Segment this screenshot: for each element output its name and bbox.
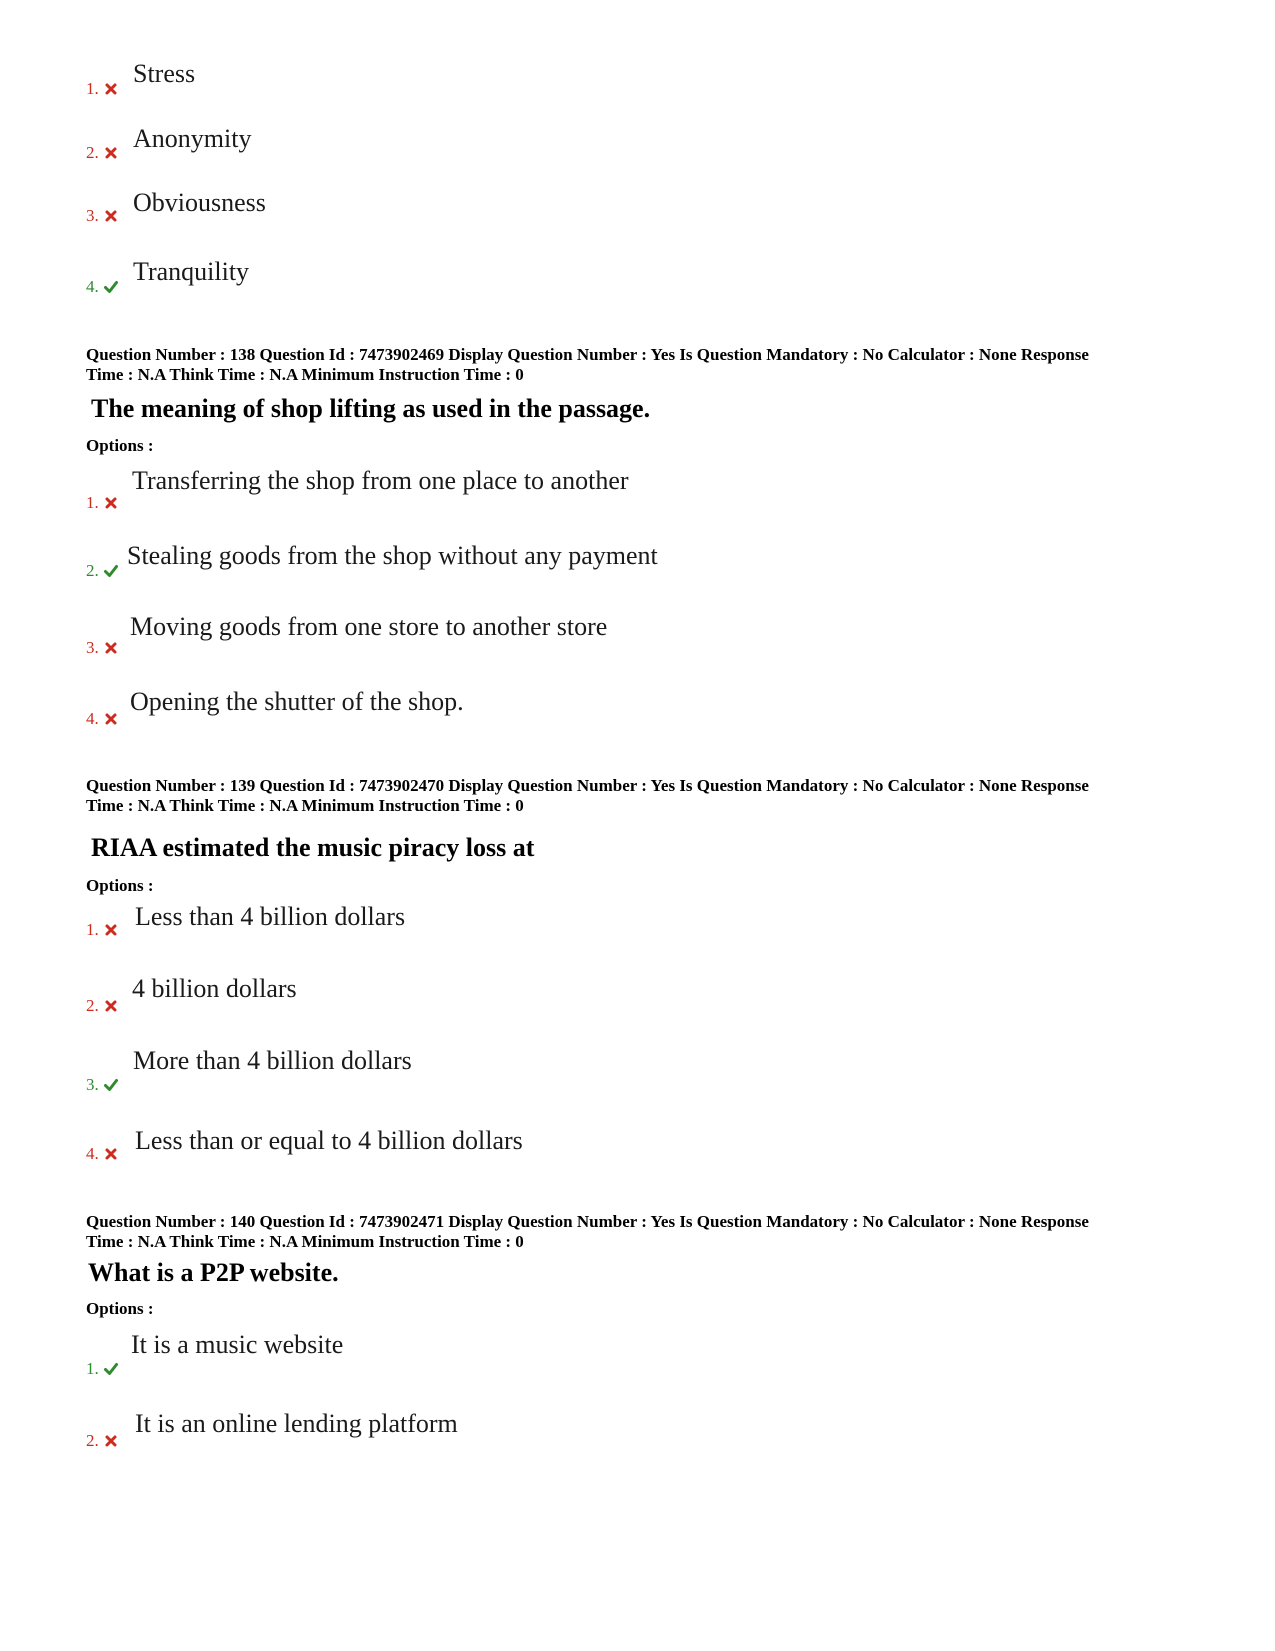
option-number: 2.	[86, 997, 118, 1014]
option-number: 3.	[86, 1076, 118, 1093]
cross-icon	[104, 923, 118, 937]
options-label: Options :	[86, 876, 154, 895]
cross-icon	[104, 641, 118, 655]
option-text: Tranquility	[133, 257, 250, 286]
options-label: Options :	[86, 1299, 154, 1318]
option-number: 4.	[86, 710, 118, 727]
check-icon	[104, 280, 118, 294]
cross-icon	[104, 712, 118, 726]
check-icon	[104, 1078, 118, 1092]
option-number: 1.	[86, 921, 118, 938]
option-number: 2.	[86, 562, 118, 579]
check-icon	[104, 564, 118, 578]
cross-icon	[104, 999, 118, 1013]
cross-icon	[104, 82, 118, 96]
option-number: 4.	[86, 278, 118, 295]
option-text: Moving goods from one store to another store	[130, 612, 608, 641]
question-meta	[86, 1212, 1206, 1252]
option-text: It is a music website	[131, 1330, 344, 1359]
option-number: 3.	[86, 207, 118, 224]
option-text: Less than or equal to 4 billion dollars	[135, 1126, 523, 1155]
option-text: 4 billion dollars	[132, 974, 297, 1003]
check-icon	[104, 1362, 118, 1376]
option-text: Less than 4 billion dollars	[135, 902, 406, 931]
cross-icon	[104, 146, 118, 160]
question-meta-line: Question Number : 140 Question Id : 7473902471 Display Question Number : Yes Is Question Mandatory : No Calculator : None Response	[86, 1212, 1089, 1231]
question-meta	[86, 345, 1206, 385]
option-number: 4.	[86, 1145, 118, 1162]
options-label: Options :	[86, 436, 154, 455]
question-meta-line: Time : N.A Think Time : N.A Minimum Instruction Time : 0	[86, 1232, 524, 1251]
option-text: Stealing goods from the shop without any payment	[127, 541, 658, 570]
option-text: Stress	[133, 59, 196, 88]
question-meta-line: Time : N.A Think Time : N.A Minimum Instruction Time : 0	[86, 796, 524, 815]
question-meta-line: Time : N.A Think Time : N.A Minimum Instruction Time : 0	[86, 365, 524, 384]
option-number: 3.	[86, 639, 118, 656]
option-text: Transferring the shop from one place to another	[132, 466, 629, 495]
question-text: RIAA estimated the music piracy loss at	[91, 833, 535, 862]
question-text: The meaning of shop lifting as used in the passage.	[91, 394, 651, 423]
question-meta	[86, 776, 1206, 816]
cross-icon	[104, 209, 118, 223]
option-text: Opening the shutter of the shop.	[130, 687, 464, 716]
option-text: More than 4 billion dollars	[133, 1046, 412, 1075]
option-number: 1.	[86, 494, 118, 511]
option-text: It is an online lending platform	[135, 1409, 458, 1438]
question-meta-line: Question Number : 139 Question Id : 7473902470 Display Question Number : Yes Is Question Mandatory : No Calculator : None Response	[86, 776, 1089, 795]
question-meta-line: Question Number : 138 Question Id : 7473902469 Display Question Number : Yes Is Question Mandatory : No Calculator : None Response	[86, 345, 1089, 364]
option-text: Obviousness	[133, 188, 266, 217]
cross-icon	[104, 496, 118, 510]
option-number: 1.	[86, 1360, 118, 1377]
option-number: 2.	[86, 1432, 118, 1449]
question-text: What is a P2P website.	[88, 1258, 339, 1287]
cross-icon	[104, 1434, 118, 1448]
option-number: 1.	[86, 80, 118, 97]
cross-icon	[104, 1147, 118, 1161]
option-text: Anonymity	[133, 124, 252, 153]
option-number: 2.	[86, 144, 118, 161]
